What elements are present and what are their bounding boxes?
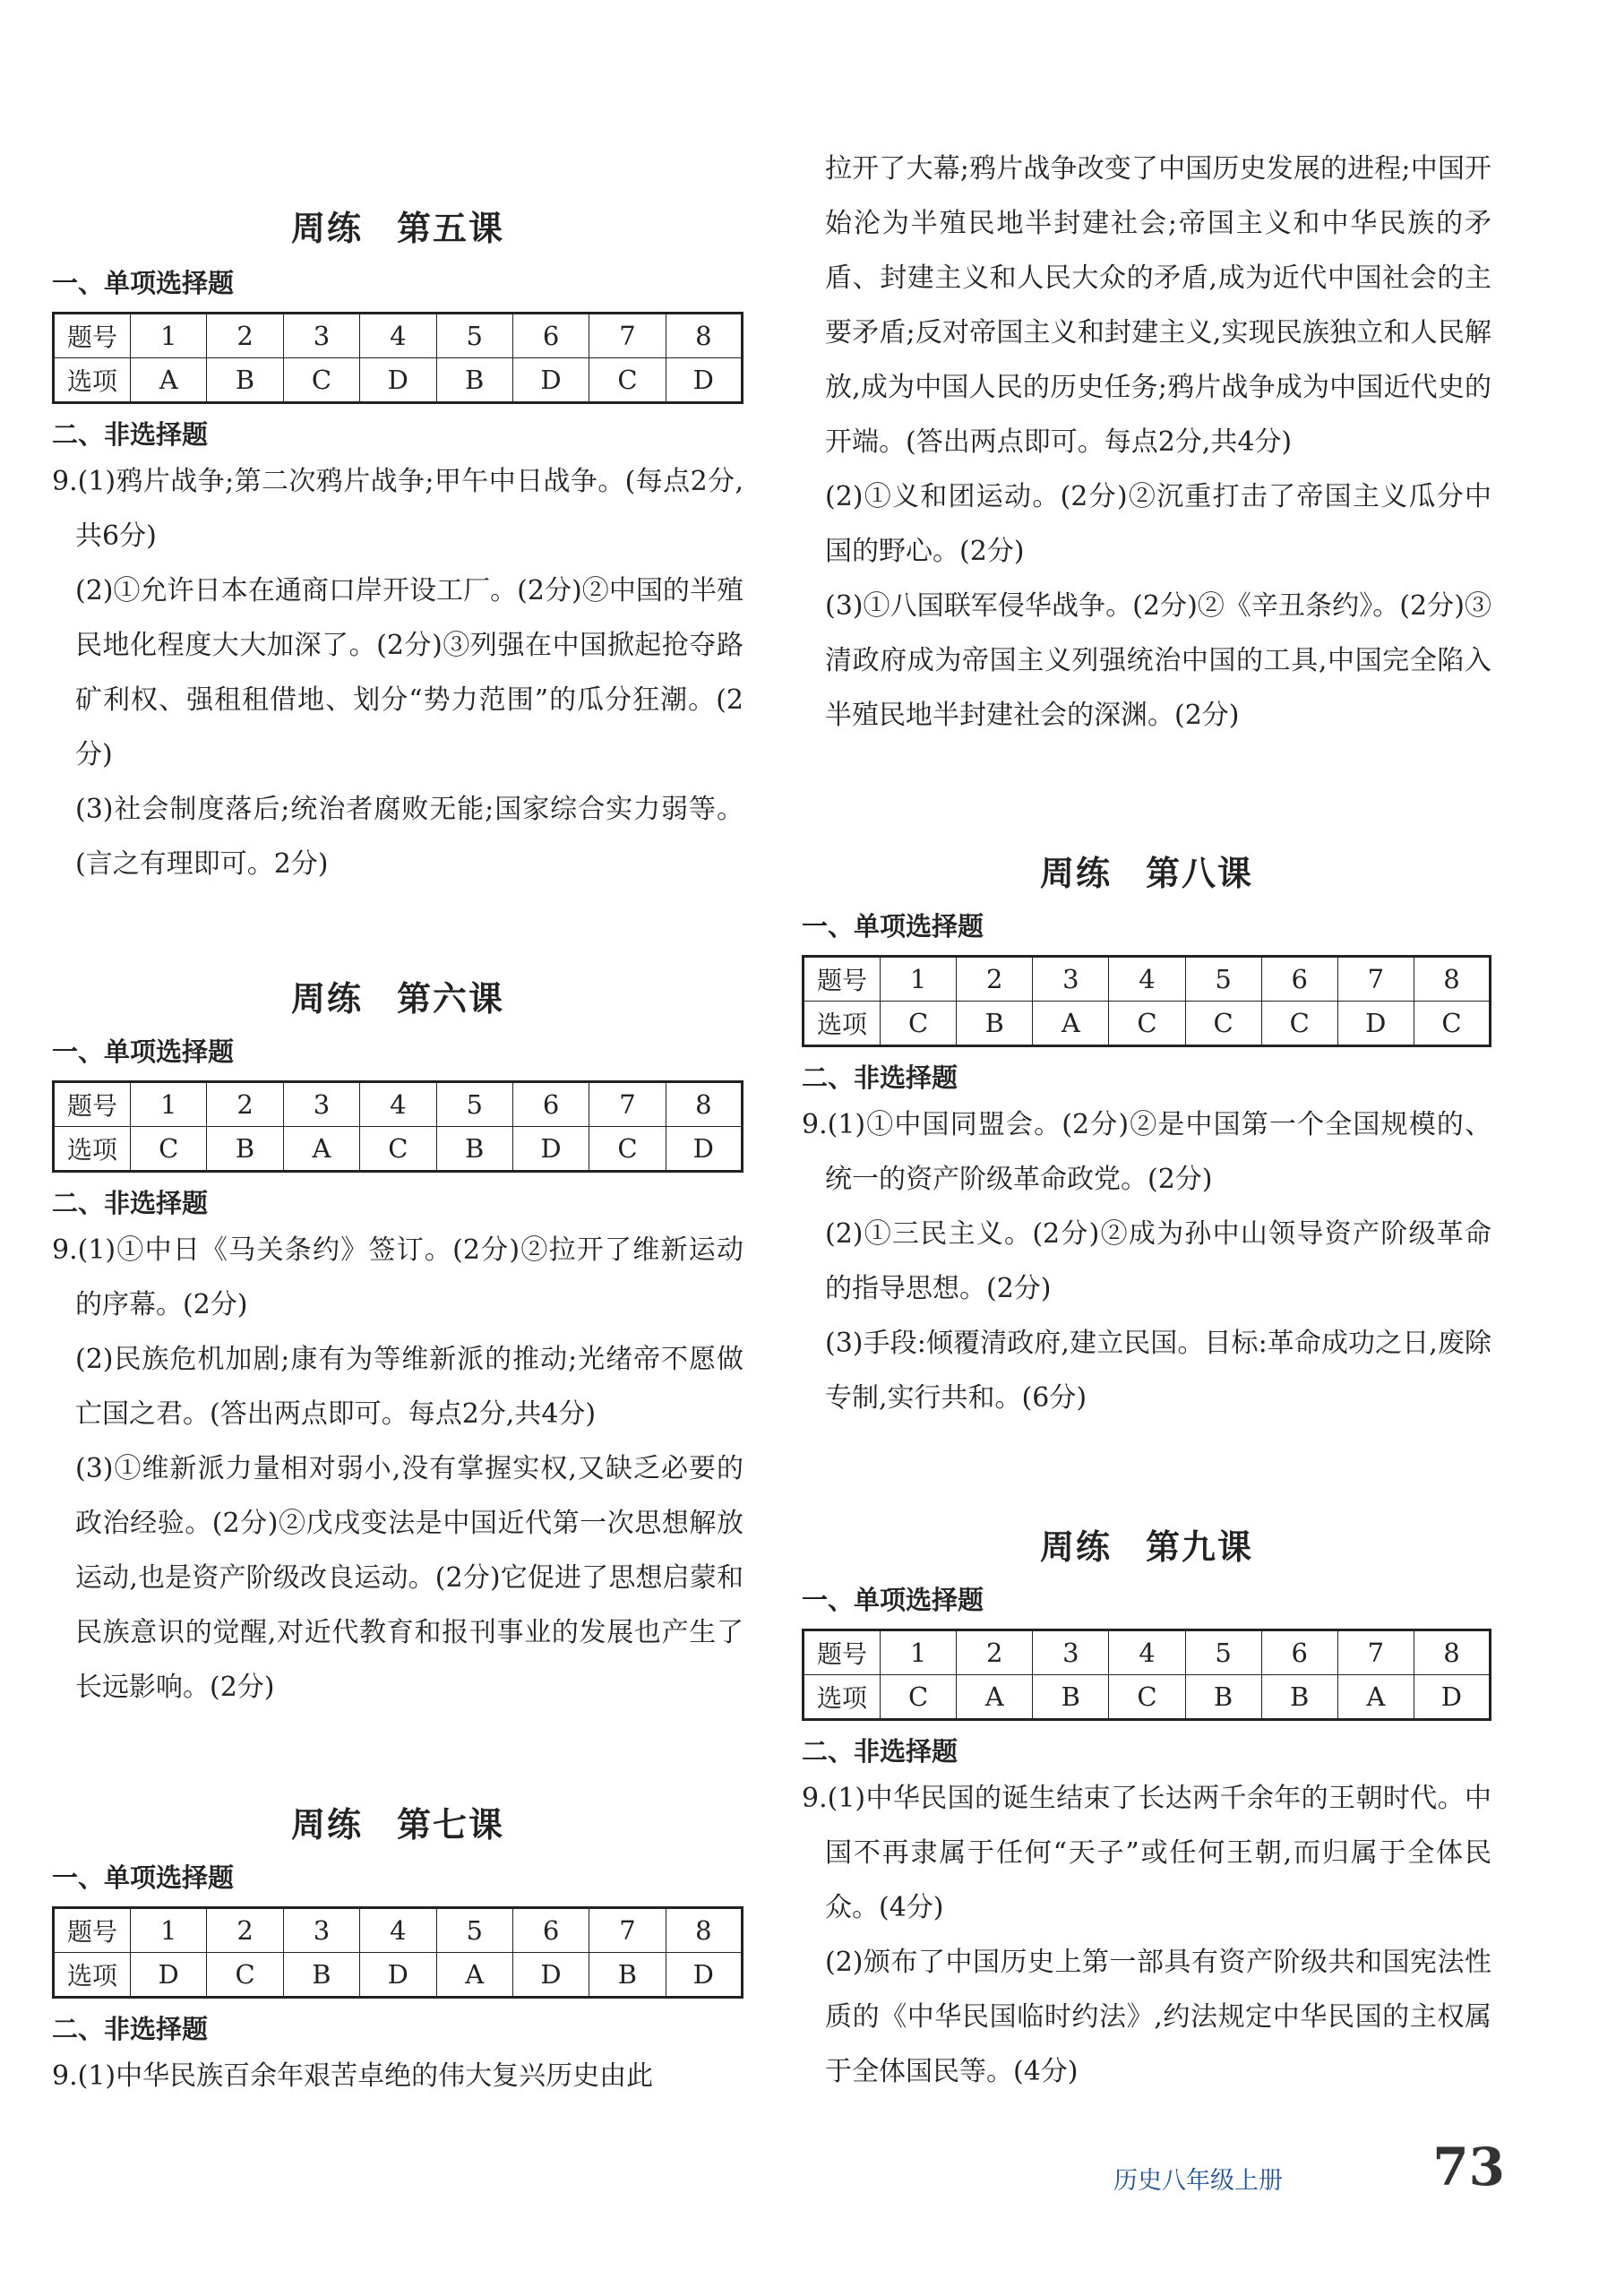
answer-cell: B bbox=[1033, 1675, 1109, 1720]
number-cell: 4 bbox=[1109, 1630, 1185, 1675]
number-cell: 8 bbox=[666, 1082, 742, 1127]
header-cell: 题号 bbox=[804, 1630, 881, 1675]
subheading-open: 二、非选择题 bbox=[802, 1062, 958, 1093]
number-cell: 6 bbox=[1261, 957, 1337, 1002]
number-cell: 8 bbox=[666, 314, 742, 358]
number-cell: 2 bbox=[957, 957, 1033, 1002]
number-cell: 8 bbox=[666, 1908, 742, 1953]
answer-paragraph: 9.(1)鸦片战争;第二次鸦片战争;甲午中日战争。(每点2分,共6分) bbox=[52, 466, 744, 552]
section-lesson-9 bbox=[802, 1523, 1491, 2099]
answer-cell: A bbox=[131, 358, 207, 403]
number-cell: 4 bbox=[360, 314, 436, 358]
number-cell: 3 bbox=[283, 1082, 359, 1127]
number-cell: 7 bbox=[589, 1082, 666, 1127]
answer-cell: A bbox=[1337, 1675, 1414, 1720]
answer-cell: B bbox=[436, 1127, 512, 1172]
answer-cell: C bbox=[207, 1953, 283, 1998]
answer-paragraph: (2)①允许日本在通商口岸开设工厂。(2分)②中国的半殖民地化程度大大加深了。(2分)③列强在中国掀起抢夺路矿利权、强租租借地、划分“势力范围”的瓜分狂潮。(2分) bbox=[75, 575, 744, 770]
answer-cell: D bbox=[512, 1953, 589, 1998]
answer-cell: C bbox=[1109, 1002, 1185, 1046]
table-row-numbers bbox=[804, 1630, 1491, 1675]
number-cell: 4 bbox=[1109, 957, 1185, 1002]
answer-cell: B bbox=[207, 1127, 283, 1172]
answer-cell: A bbox=[1033, 1002, 1109, 1046]
number-cell: 5 bbox=[1185, 957, 1261, 1002]
answer-paragraph: 9.(1)①中国同盟会。(2分)②是中国第一个全国规模的、统一的资产阶级革命政党。(2分) bbox=[802, 1109, 1491, 1195]
answer-paragraph: (2)①义和团运动。(2分)②沉重打击了帝国主义瓜分中国的野心。(2分) bbox=[825, 481, 1491, 567]
table-row-numbers bbox=[54, 314, 743, 358]
answer-cell: B bbox=[283, 1953, 359, 1998]
title-prefix: 周练 bbox=[290, 1805, 363, 1845]
number-cell: 8 bbox=[1414, 957, 1490, 1002]
section-title bbox=[52, 204, 744, 253]
header-cell: 选项 bbox=[54, 1127, 131, 1172]
section-title bbox=[802, 1523, 1491, 1571]
answer-table bbox=[52, 1906, 744, 1999]
number-cell: 7 bbox=[589, 1908, 666, 1953]
answer-cell: C bbox=[131, 1127, 207, 1172]
number-cell: 3 bbox=[1033, 957, 1109, 1002]
header-cell: 选项 bbox=[54, 1953, 131, 1998]
title-prefix: 周练 bbox=[290, 209, 363, 248]
subheading-open: 二、非选择题 bbox=[52, 2014, 209, 2044]
answer-cell: C bbox=[1414, 1002, 1490, 1046]
answer-cell: D bbox=[512, 358, 589, 403]
answer-table bbox=[802, 1629, 1491, 1721]
answer-cell: C bbox=[589, 358, 666, 403]
answer-cell: B bbox=[1261, 1675, 1337, 1720]
table-row-answers bbox=[54, 1953, 743, 1998]
page-number: 73 bbox=[1432, 2137, 1505, 2197]
answer-cell: A bbox=[283, 1127, 359, 1172]
number-cell: 7 bbox=[1337, 1630, 1414, 1675]
answer-cell: D bbox=[131, 1953, 207, 1998]
answer-paragraph: (2)民族危机加剧;康有为等维新派的推动;光绪帝不愿做亡国之君。(答出两点即可。每点2分,共4分) bbox=[75, 1344, 744, 1430]
header-cell: 题号 bbox=[54, 1082, 131, 1127]
table-row-answers bbox=[804, 1675, 1491, 1720]
answer-paragraph: 9.(1)①中日《马关条约》签订。(2分)②拉开了维新运动的序幕。(2分) bbox=[52, 1234, 744, 1320]
answer-paragraph: (2)颁布了中国历史上第一部具有资产阶级共和国宪法性质的《中华民国临时约法》,约法规定中华民国的主权属于全体国民等。(4分) bbox=[825, 1947, 1491, 2087]
answer-cell: D bbox=[666, 358, 742, 403]
title-lesson: 第八课 bbox=[1146, 854, 1254, 893]
title-lesson: 第九课 bbox=[1146, 1527, 1254, 1567]
section-title bbox=[52, 975, 744, 1023]
section-title bbox=[52, 1801, 744, 1849]
section-lesson-8 bbox=[802, 849, 1491, 1425]
title-lesson: 第六课 bbox=[397, 979, 505, 1019]
number-cell: 3 bbox=[283, 1908, 359, 1953]
table-row-numbers bbox=[54, 1082, 743, 1127]
subheading-choice: 一、单项选择题 bbox=[52, 1036, 235, 1067]
answer-cell: B bbox=[1185, 1675, 1261, 1720]
answer-cell: C bbox=[360, 1127, 436, 1172]
number-cell: 2 bbox=[207, 314, 283, 358]
answer-paragraph: (3)①八国联军侵华战争。(2分)②《辛丑条约》。(2分)③清政府成为帝国主义列强统治中国的工具,中国完全陷入半殖民地半封建社会的深渊。(2分) bbox=[825, 590, 1491, 731]
section-title bbox=[802, 849, 1491, 898]
table-row-numbers bbox=[804, 957, 1491, 1002]
section-lesson-6 bbox=[52, 975, 744, 1715]
header-cell: 题号 bbox=[54, 314, 131, 358]
answer-cell: A bbox=[436, 1953, 512, 1998]
answer-paragraph: (3)手段:倾覆清政府,建立民国。目标:革命成功之日,废除专制,实行共和。(6分) bbox=[825, 1328, 1491, 1414]
table-row-numbers bbox=[54, 1908, 743, 1953]
answer-cell: D bbox=[360, 1953, 436, 1998]
answer-cell: B bbox=[207, 358, 283, 403]
number-cell: 6 bbox=[1261, 1630, 1337, 1675]
answer-cell: C bbox=[1109, 1675, 1185, 1720]
answer-paragraph: 9.(1)中华民国的诞生结束了长达两千余年的王朝时代。中国不再隶属于任何“天子”或任何王朝,而归属于全体民众。(4分) bbox=[802, 1783, 1491, 1923]
answer-table bbox=[52, 312, 744, 404]
number-cell: 5 bbox=[436, 1908, 512, 1953]
number-cell: 1 bbox=[881, 1630, 957, 1675]
title-prefix: 周练 bbox=[1039, 854, 1112, 893]
answer-cell: C bbox=[881, 1002, 957, 1046]
number-cell: 8 bbox=[1414, 1630, 1490, 1675]
answer-cell: B bbox=[957, 1002, 1033, 1046]
answer-cell: C bbox=[1185, 1002, 1261, 1046]
subheading-open: 二、非选择题 bbox=[52, 419, 209, 450]
number-cell: 1 bbox=[881, 957, 957, 1002]
subheading-choice: 一、单项选择题 bbox=[802, 1585, 984, 1615]
number-cell: 6 bbox=[512, 1082, 589, 1127]
title-prefix: 周练 bbox=[1039, 1527, 1112, 1567]
number-cell: 2 bbox=[207, 1908, 283, 1953]
number-cell: 4 bbox=[360, 1082, 436, 1127]
subheading-open: 二、非选择题 bbox=[52, 1188, 209, 1218]
answer-cell: B bbox=[436, 358, 512, 403]
number-cell: 3 bbox=[283, 314, 359, 358]
number-cell: 6 bbox=[512, 314, 589, 358]
section-lesson-7 bbox=[52, 1801, 744, 2103]
answer-cell: C bbox=[881, 1675, 957, 1720]
table-row-answers bbox=[54, 358, 743, 403]
number-cell: 2 bbox=[957, 1630, 1033, 1675]
number-cell: 5 bbox=[436, 1082, 512, 1127]
answer-cell: D bbox=[360, 358, 436, 403]
answer-cell: D bbox=[666, 1953, 742, 1998]
title-lesson: 第七课 bbox=[397, 1805, 505, 1845]
header-cell: 题号 bbox=[54, 1908, 131, 1953]
subheading-choice: 一、单项选择题 bbox=[52, 268, 235, 298]
title-prefix: 周练 bbox=[290, 979, 363, 1019]
answer-paragraph: (2)①三民主义。(2分)②成为孙中山领导资产阶级革命的指导思想。(2分) bbox=[825, 1218, 1491, 1304]
number-cell: 7 bbox=[589, 314, 666, 358]
answer-paragraph: 拉开了大幕;鸦片战争改变了中国历史发展的进程;中国开始沦为半殖民地半封建社会;帝国主义和中华民族的矛盾、封建主义和人民大众的矛盾,成为近代中国社会的主要矛盾;反对帝国主义和封建主义,实现民族独立和人民解放,成为中国人民的历史任务;鸦片战争成为中国近代史的开端。(答出两点即可。每点2分,共4分) bbox=[825, 153, 1491, 458]
answer-cell: B bbox=[589, 1953, 666, 1998]
number-cell: 1 bbox=[131, 1082, 207, 1127]
subheading-open: 二、非选择题 bbox=[802, 1736, 958, 1767]
answer-paragraph: 9.(1)中华民族百余年艰苦卓绝的伟大复兴历史由此 bbox=[52, 2060, 654, 2092]
subheading-choice: 一、单项选择题 bbox=[802, 911, 984, 942]
header-cell: 题号 bbox=[804, 957, 881, 1002]
answer-paragraph: (3)①维新派力量相对弱小,没有掌握实权,又缺乏必要的政治经验。(2分)②戊戌变法是中国近代第一次思想解放运动,也是资产阶级改良运动。(2分)它促进了思想启蒙和民族意识的觉醒,对近代教育和报刊事业的发展也产生了长远影响。(2分) bbox=[75, 1453, 744, 1703]
answer-cell: D bbox=[1414, 1675, 1490, 1720]
answer-cell: C bbox=[589, 1127, 666, 1172]
answer-cell: C bbox=[1261, 1002, 1337, 1046]
table-row-answers bbox=[54, 1127, 743, 1172]
section-lesson-7-continued bbox=[802, 142, 1491, 743]
subheading-choice: 一、单项选择题 bbox=[52, 1862, 235, 1893]
answer-table bbox=[52, 1080, 744, 1173]
answer-paragraph: (3)社会制度落后;统治者腐败无能;国家综合实力弱等。(言之有理即可。2分) bbox=[75, 794, 744, 880]
header-cell: 选项 bbox=[804, 1002, 881, 1046]
number-cell: 1 bbox=[131, 314, 207, 358]
title-lesson: 第五课 bbox=[397, 209, 505, 248]
answer-cell: C bbox=[283, 358, 359, 403]
number-cell: 5 bbox=[1185, 1630, 1261, 1675]
table-row-answers bbox=[804, 1002, 1491, 1046]
number-cell: 5 bbox=[436, 314, 512, 358]
answer-table bbox=[802, 955, 1491, 1047]
answer-cell: D bbox=[1337, 1002, 1414, 1046]
number-cell: 6 bbox=[512, 1908, 589, 1953]
answer-cell: D bbox=[512, 1127, 589, 1172]
answer-cell: A bbox=[957, 1675, 1033, 1720]
number-cell: 4 bbox=[360, 1908, 436, 1953]
number-cell: 3 bbox=[1033, 1630, 1109, 1675]
footer-book-label: 历史八年级上册 bbox=[1113, 2167, 1283, 2195]
section-lesson-5 bbox=[52, 204, 744, 891]
number-cell: 1 bbox=[131, 1908, 207, 1953]
number-cell: 7 bbox=[1337, 957, 1414, 1002]
number-cell: 2 bbox=[207, 1082, 283, 1127]
header-cell: 选项 bbox=[804, 1675, 881, 1720]
answer-cell: D bbox=[666, 1127, 742, 1172]
header-cell: 选项 bbox=[54, 358, 131, 403]
